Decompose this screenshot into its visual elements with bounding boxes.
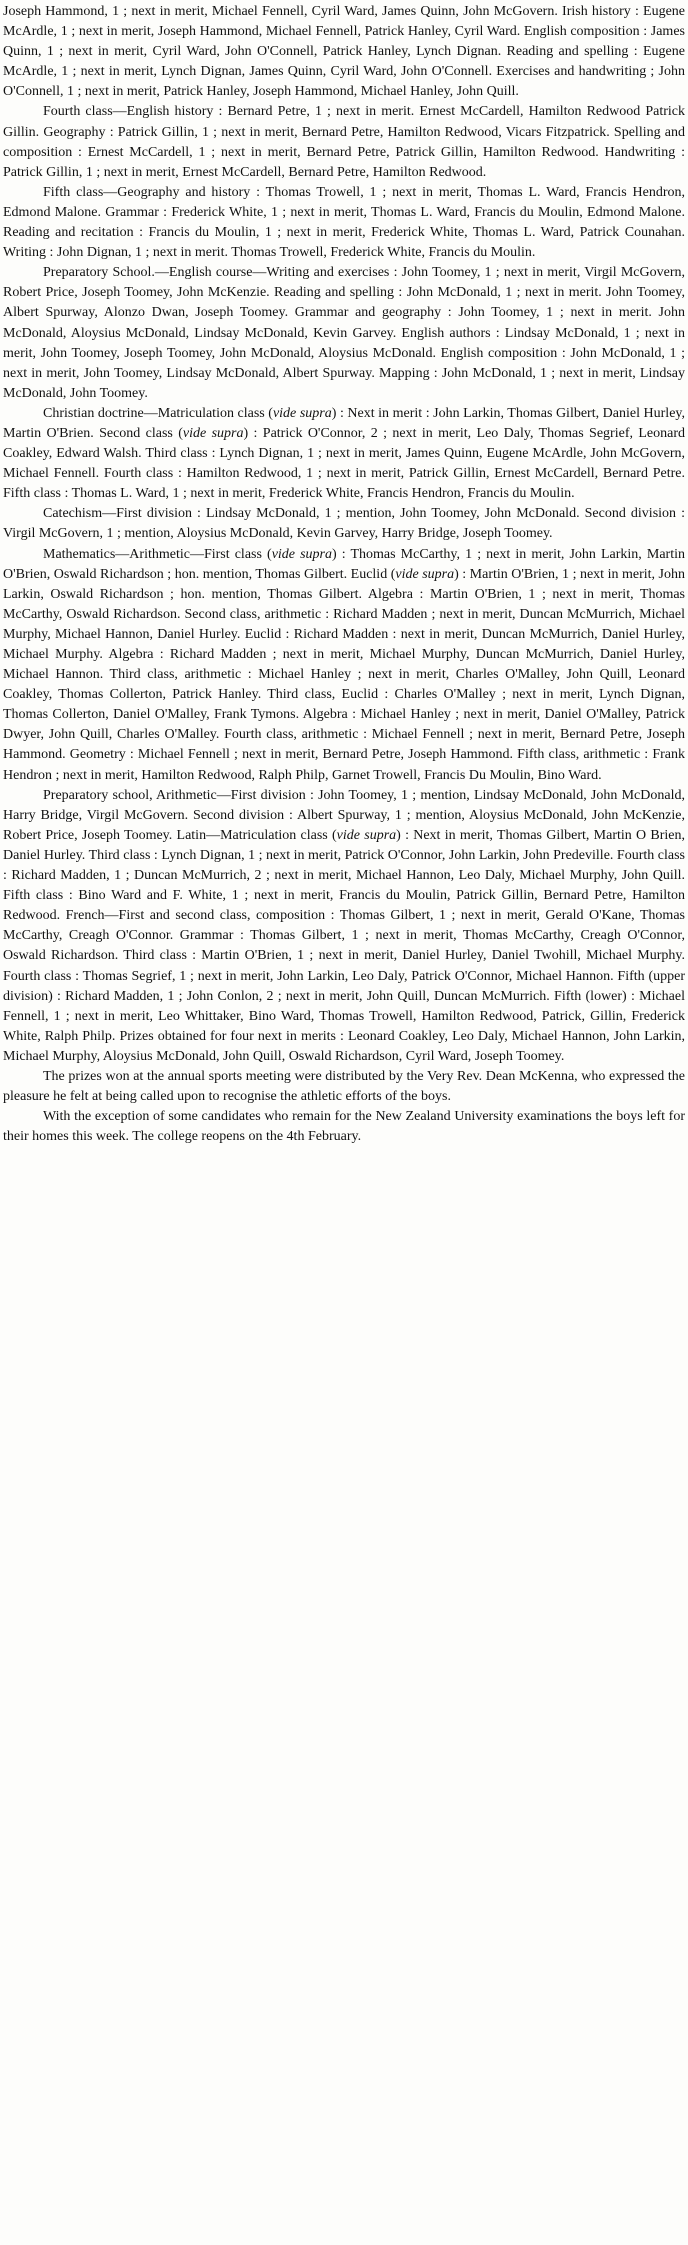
- paragraph-christian-doctrine: Christian doctrine—Matriculation class (vide supra) : Next in merit : John Larkin, Thomas Gilbert, Daniel Hurley, Martin O'Brien. Second class (vide supra) : Patrick O'Connor, 2 ; next in merit, Leo Daly, Thomas Segrief, Leonard Coakley, Edward Walsh. Third class : Lynch Dignan, 1 ; next in merit, James Quinn, Eugene McArdle, John McGovern, Michael Fennell. Fourth class : Hamilton Redwood, 1 ; next in merit, Patrick Gillin, Ernest McCardell, Bernard Petre. Fifth class : Thomas L. Ward, 1 ; next in merit, Frederick White, Francis Hendron, Francis du Moulin.: [3, 405, 685, 502]
- paragraph-sports-prizes: The prizes won at the annual sports meeting were distributed by the Very Rev. Dean McKenna, who expressed the pleasure he felt at being called upon to recognise the athletic efforts of the boys.: [3, 1068, 685, 1105]
- paragraph-mathematics: Mathematics—Arithmetic—First class (vide supra) : Thomas McCarthy, 1 ; next in merit, John Larkin, Martin O'Brien, Oswald Richardson ; hon. mention, Thomas Gilbert. Euclid (vide supra) : Martin O'Brien, 1 ; next in merit, John Larkin, Oswald Richardson ; hon. mention, Thomas Gilbert. Algebra : Martin O'Brien, 1 ; next in merit, Thomas McCarthy, Oswald Richardson. Second class, arithmetic : Richard Madden ; next in merit, Duncan McMurrich, Michael Murphy, Michael Hannon, Daniel Hurley. Euclid : Richard Madden : next in merit, Duncan McMurrich, Daniel Hurley, Michael Murphy. Algebra : Richard Madden ; next in merit, Michael Murphy, Duncan McMurrich, Daniel Hurley, Michael Hannon. Third class, arithmetic : Michael Hanley ; next in merit, Charles O'Malley, John Quill, Leonard Coakley, Thomas Collerton, Patrick Hanley. Third class, Euclid : Charles O'Malley ; next in merit, Lynch Dignan, Thomas Collerton, Daniel O'Malley, Frank Tymons. Algebra : Michael Hanley ; next in merit, Daniel O'Malley, Patrick Dwyer, John Quill, Charles O'Malley. Fourth class, arithmetic : Michael Fennell ; next in merit, Bernard Petre, Joseph Hammond. Geometry : Michael Fennell ; next in merit, Bernard Petre, Joseph Hammond. Fifth class, arithmetic : Frank Hendron ; next in merit, Hamilton Redwood, Ralph Philp, Garnet Trowell, Francis Du Moulin, Bino Ward.: [3, 546, 686, 783]
- paragraph-preparatory-arithmetic-latin-french: Preparatory school, Arithmetic—First division : John Toomey, 1 ; mention, Lindsay McDonald, John McDonald, Harry Bridge, Virgil McGovern. Second division : Albert Spurway, 1 ; mention, Aloysius McDonald, John McKenzie, Robert Price, Joseph Toomey. Latin—Matriculation class (vide supra) : Next in merit, Thomas Gilbert, Martin O Brien, Daniel Hurley. Third class : Lynch Dignan, 1 ; next in merit, Patrick O'Connor, John Larkin, John Predeville. Fourth class : Richard Madden, 1 ; Duncan McMurrich, 2 ; next in merit, Michael Hannon, Leo Daly, Michael Murphy, John Quill. Fifth class : Bino Ward and F. White, 1 ; next in merit, Francis du Moulin, Patrick Gillin, Bernard Petre, Hamilton Redwood. French—First and second class, composition : Thomas Gilbert, 1 ; next in merit, Gerald O'Kane, Thomas McCarthy, Creagh O'Connor. Grammar : Thomas Gilbert, 1 ; next in merit, Thomas McCarthy, Creagh O'Connor, Oswald Richardson. Third class : Martin O'Brien, 1 ; next in merit, Daniel Hurley, Daniel Twohill, Michael Murphy. Fourth class : Thomas Segrief, 1 ; next in merit, John Larkin, Leo Daly, Patrick O'Connor, Michael Hannon. Fifth (upper division) : Richard Madden, 1 ; John Conlon, 2 ; next in merit, John Quill, Duncan McMurrich. Fifth (lower) : Michael Fennell, 1 ; next in merit, Leo Whittaker, Bino Ward, Thomas Trowell, Hamilton Redwood, Patrick, Gillin, Frederick White, Ralph Philp. Prizes obtained for four next in merits : Leonard Coakley, Leo Daly, Michael Hannon, John Larkin, Michael Murphy, Aloysius McDonald, John Quill, Oswald Richardson, Cyril Ward, Joseph Toomey.: [3, 787, 685, 1064]
- paragraph-preparatory-school-english: Preparatory School.—English course—Writing and exercises : John Toomey, 1 ; next in merit, Virgil McGovern, Robert Price, Joseph Toomey, John McKenzie. Reading and spelling : John McDonald, 1 ; next in merit. John Toomey, Albert Spurway, Alonzo Dwan, Joseph Toomey. Grammar and geography : John Toomey, 1 ; next in merit. John McDonald, Aloysius McDonald, Lindsay McDonald, Kevin Garvey. English authors : Lindsay McDonald, 1 ; next in merit, John Toomey, Joseph Toomey, John McDonald, Aloysius McDonald. English composition : John McDonald, 1 ; next in merit, John Toomey, Lindsay McDonald, Albert Spurway. Mapping : John McDonald, 1 ; next in merit, Lindsay McDonald, John Toomey.: [3, 265, 685, 401]
- paragraph-college-reopens: With the exception of some candidates who remain for the New Zealand University examinations the boys left for their homes this week. The college reopens on the 4th February.: [3, 1109, 685, 1145]
- paragraph-catechism: Catechism—First division : Lindsay McDonald, 1 ; mention, John Toomey, John McDonald. Second division : Virgil McGovern, 1 ; mention, Aloysius McDonald, Kevin Garvey, Harry Bridge, Joseph Toomey.: [3, 506, 685, 542]
- paragraph-fifth-class: Fifth class—Geography and history : Thomas Trowell, 1 ; next in merit, Thomas L. Ward, Francis Hendron, Edmond Malone. Grammar : Frederick White, 1 ; next in merit, Thomas L. Ward, Francis du Moulin, Edmond Malone. Reading and recitation : Francis du Moulin, 1 ; next in merit, Frederick White, Thomas L. Ward, Patrick Counahan. Writing : John Dignan, 1 ; next in merit. Thomas Trowell, Frederick White, Francis du Moulin.: [3, 184, 685, 261]
- paragraph-third-class-continued: Joseph Hammond, 1 ; next in merit, Michael Fennell, Cyril Ward, James Quinn, John McGovern. Irish history : Eugene McArdle, 1 ; next in merit, Joseph Hammond, Michael Fennell, Patrick Hanley, Cyril Ward. English composition : James Quinn, 1 ; next in merit, Cyril Ward, John O'Connell, Patrick Hanley, Lynch Dignan. Reading and spelling : Eugene McArdle, 1 ; next in merit, Lynch Dignan, James Quinn, Cyril Ward, John O'Connell. Exercises and handwriting ; John O'Connell, 1 ; next in merit, Patrick Hanley, Joseph Hammond, Michael Hanley, John Quill.: [3, 4, 685, 100]
- paragraph-fourth-class: Fourth class—English history : Bernard Petre, 1 ; next in merit. Ernest McCardell, Hamilton Redwood Patrick Gillin. Geography : Patrick Gillin, 1 ; next in merit, Bernard Petre, Hamilton Redwood, Vicars Fitzpatrick. Spelling and composition : Ernest McCardell, 1 ; next in merit, Bernard Petre, Patrick Gillin, Hamilton Redwood. Handwriting : Patrick Gillin, 1 ; next in merit, Ernest McCardell, Bernard Petre, Hamilton Redwood.: [3, 104, 685, 180]
- vide-supra-italic: vide supra: [271, 546, 332, 562]
- vide-supra-italic: vide supra: [182, 425, 244, 441]
- vide-supra-italic: vide supra: [395, 566, 455, 582]
- vide-supra-italic: vide supra: [336, 827, 397, 843]
- vide-supra-italic: vide supra: [272, 405, 332, 421]
